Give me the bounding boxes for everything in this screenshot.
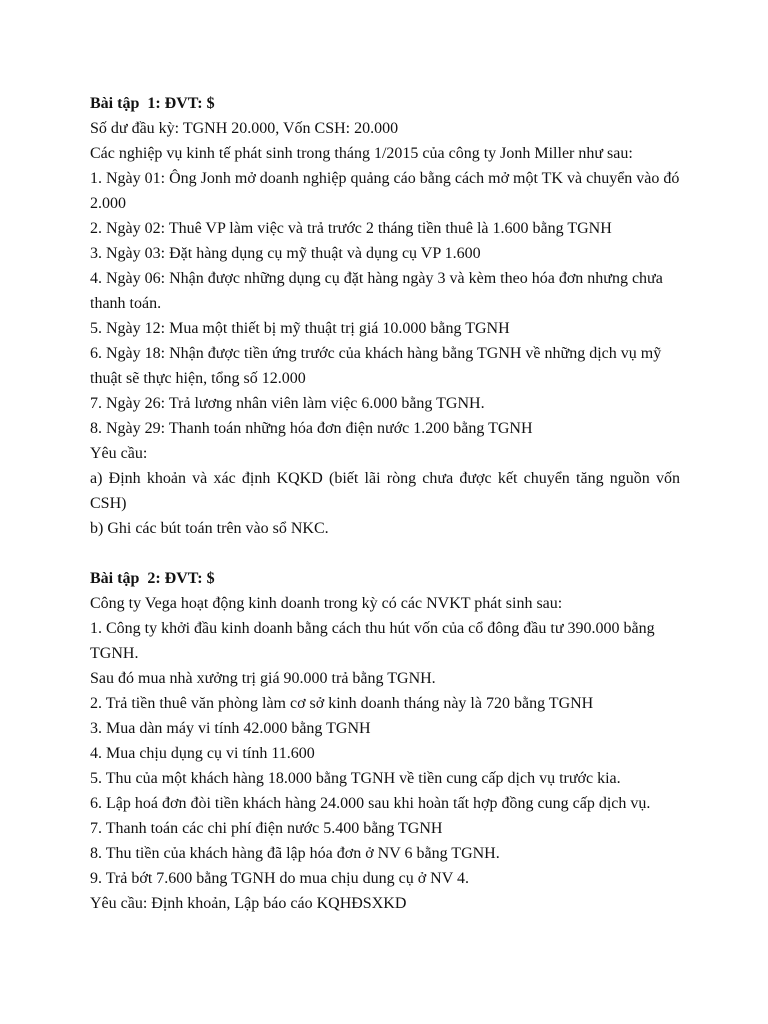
exercise-2-line: Sau đó mua nhà xưởng trị giá 90.000 trả bằng TGNH. bbox=[90, 670, 436, 687]
exercise-2-title: Bài tập 2: ĐVT: $ bbox=[90, 570, 215, 587]
exercise-1-line: 3. Ngày 03: Đặt hàng dụng cụ mỹ thuật và dụng cụ VP 1.600 bbox=[90, 245, 481, 262]
exercise-1-line: 2. Ngày 02: Thuê VP làm việc và trả trước 2 tháng tiền thuê là 1.600 bằng TGNH bbox=[90, 220, 612, 237]
exercise-2-line: 1. Công ty khởi đầu kinh doanh bằng cách thu hút vốn của cổ đông đầu tư 390.000 bằng TGNH. bbox=[90, 620, 655, 662]
exercise-1-line: 4. Ngày 06: Nhận được những dụng cụ đặt hàng ngày 3 và kèm theo hóa đơn nhưng chưa thanh toán. bbox=[90, 270, 663, 312]
exercise-2-line: 8. Thu tiền của khách hàng đã lập hóa đơn ở NV 6 bằng TGNH. bbox=[90, 845, 500, 862]
document-page bbox=[90, 91, 680, 916]
exercise-1-line: 8. Ngày 29: Thanh toán những hóa đơn điện nước 1.200 bằng TGNH bbox=[90, 420, 533, 437]
exercise-1-line: 6. Ngày 18: Nhận được tiền ứng trước của khách hàng bằng TGNH về những dịch vụ mỹ thuật sẽ thực hiện, tổng số 12.000 bbox=[90, 345, 662, 387]
exercise-1-line: 7. Ngày 26: Trả lương nhân viên làm việc 6.000 bằng TGNH. bbox=[90, 395, 485, 412]
exercise-2-line: 6. Lập hoá đơn đòi tiền khách hàng 24.000 sau khi hoàn tất hợp đồng cung cấp dịch vụ. bbox=[90, 795, 651, 812]
exercise-2-line: 3. Mua dàn máy vi tính 42.000 bằng TGNH bbox=[90, 720, 371, 737]
exercise-1-line: 5. Ngày 12: Mua một thiết bị mỹ thuật trị giá 10.000 bằng TGNH bbox=[90, 320, 510, 337]
section-spacer bbox=[90, 541, 680, 566]
exercise-2-line: 5. Thu của một khách hàng 18.000 bằng TGNH về tiền cung cấp dịch vụ trước kia. bbox=[90, 770, 621, 787]
exercise-2-line: Công ty Vega hoạt động kinh doanh trong kỳ có các NVKT phát sinh sau: bbox=[90, 595, 563, 612]
exercise-2-line: 7. Thanh toán các chi phí điện nước 5.400 bằng TGNH bbox=[90, 820, 443, 837]
exercise-1-line: Số dư đầu kỳ: TGNH 20.000, Vốn CSH: 20.000 bbox=[90, 120, 399, 137]
exercise-1-line: Yêu cầu: bbox=[90, 445, 148, 462]
exercise-1-title: Bài tập 1: ĐVT: $ bbox=[90, 95, 215, 112]
exercise-2-line: 9. Trả bớt 7.600 bằng TGNH do mua chịu dung cụ ở NV 4. bbox=[90, 870, 469, 887]
exercise-2-line: 4. Mua chịu dụng cụ vi tính 11.600 bbox=[90, 745, 315, 762]
exercise-1-line: 1. Ngày 01: Ông Jonh mở doanh nghiệp quảng cáo bằng cách mở một TK và chuyển vào đó 2.000 bbox=[90, 170, 680, 212]
exercise-2-line: Yêu cầu: Định khoản, Lập báo cáo KQHĐSXKD bbox=[90, 895, 407, 912]
exercise-1-line: Các nghiệp vụ kinh tế phát sinh trong tháng 1/2015 của công ty Jonh Miller như sau: bbox=[90, 145, 633, 162]
exercise-1-line: a) Định khoản và xác định KQKD (biết lãi ròng chưa được kết chuyển tăng nguồn vốn CSH) bbox=[90, 470, 680, 512]
exercise-2-line: 2. Trả tiền thuê văn phòng làm cơ sở kinh doanh tháng này là 720 bằng TGNH bbox=[90, 695, 594, 712]
exercise-1-line: b) Ghi các bút toán trên vào sổ NKC. bbox=[90, 520, 329, 537]
